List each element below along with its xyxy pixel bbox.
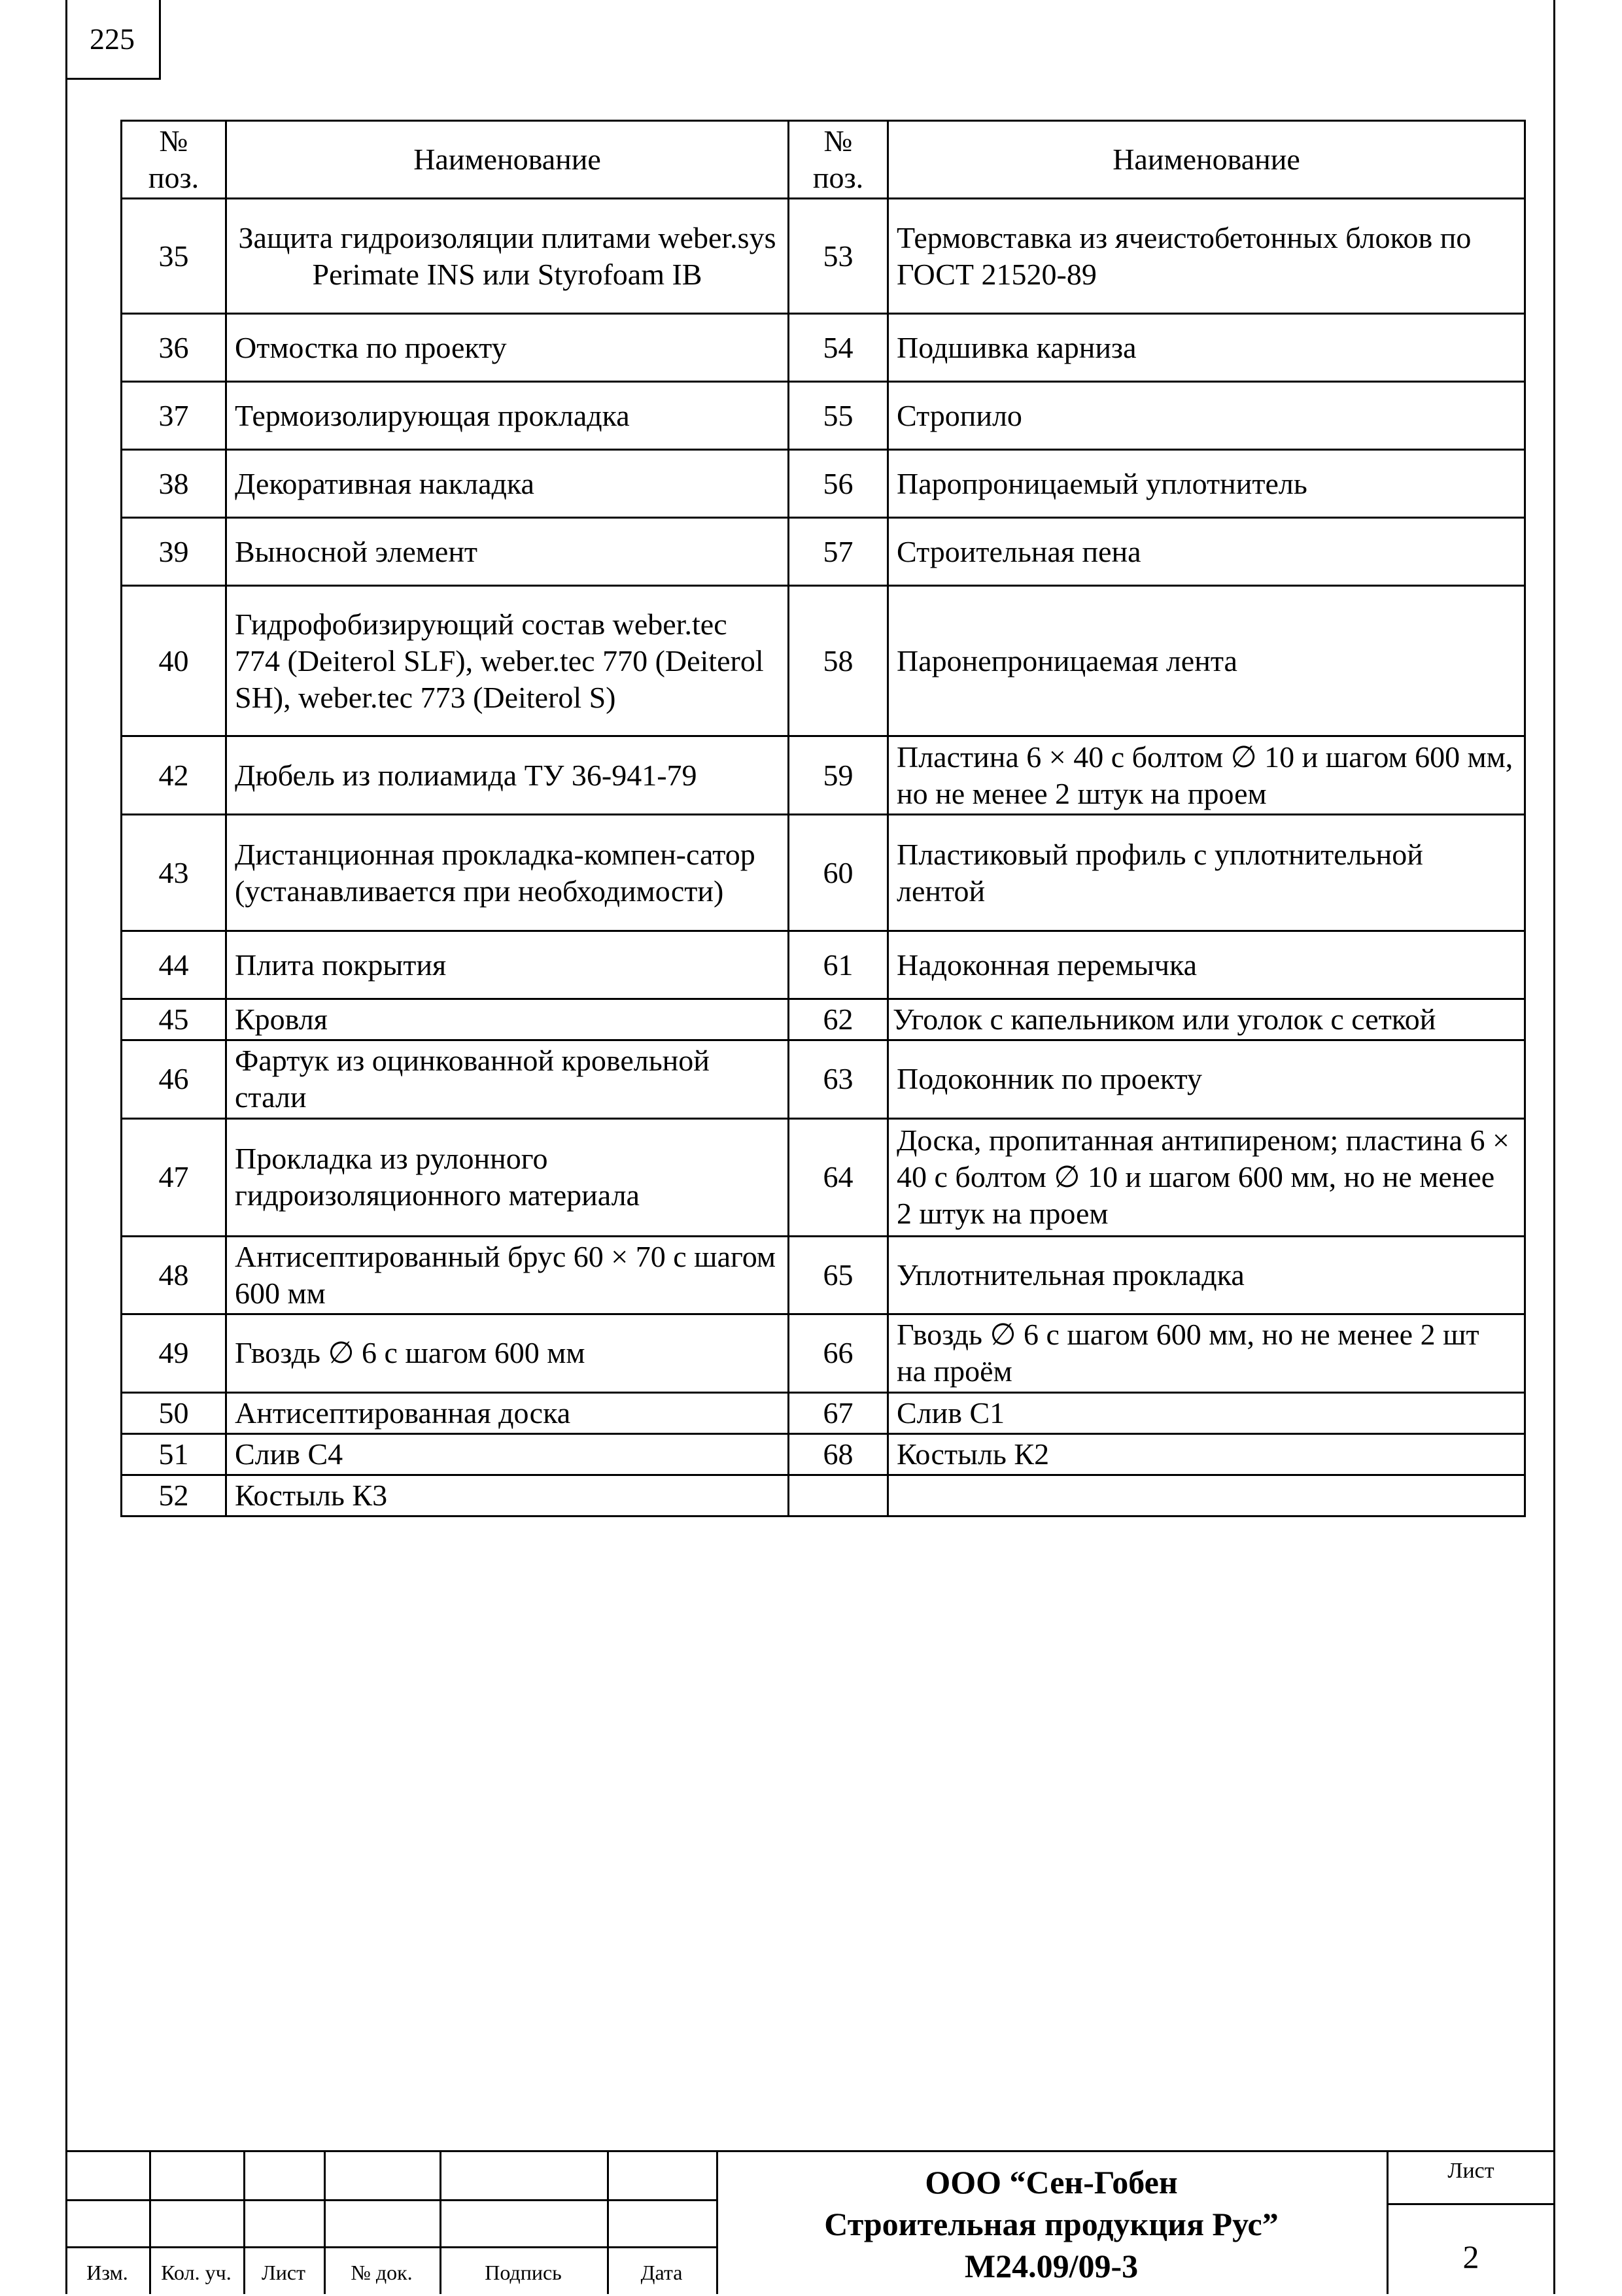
table-row xyxy=(122,1433,1525,1475)
table-row xyxy=(122,815,1525,931)
left-name: Дистанционная прокладка-компен-сатор (устанавливается при необходимости) xyxy=(226,815,789,931)
right-name: Термовставка из ячеистобетонных блоков по ГОСТ 21520-89 xyxy=(888,199,1525,314)
tb-row-line xyxy=(1387,2203,1555,2205)
header-left-num: № поз. xyxy=(122,121,226,199)
label-list: Лист xyxy=(261,2261,305,2284)
right-num: 55 xyxy=(789,382,888,450)
header-left-name: Наименование xyxy=(226,121,789,199)
right-name: Строительная пена xyxy=(888,518,1525,586)
left-name: Выносной элемент xyxy=(226,518,789,586)
org-line-1: ООО “Сен-Гобен xyxy=(925,2164,1178,2201)
tb-row-line xyxy=(65,2246,716,2248)
table-row xyxy=(122,1118,1525,1236)
right-name: Пластиковый профиль с уплотнительной лентой xyxy=(888,815,1525,931)
table-row xyxy=(122,1236,1525,1314)
right-num: 53 xyxy=(789,199,888,314)
left-name: Костыль К3 xyxy=(226,1475,789,1516)
left-name: Защита гидроизоляции плитами weber.sys Perimate INS или Styrofoam IB xyxy=(226,199,789,314)
right-name: Подшивка карниза xyxy=(888,314,1525,382)
table-header-row xyxy=(122,121,1525,199)
table-row xyxy=(122,518,1525,586)
right-num: 58 xyxy=(789,586,888,736)
label-izm: Изм. xyxy=(86,2261,128,2284)
right-num: 62 xyxy=(789,999,888,1040)
left-name: Отмостка по проекту xyxy=(226,314,789,382)
left-num: 52 xyxy=(122,1475,226,1516)
right-name: Подоконник по проекту xyxy=(888,1040,1525,1118)
org-line-2: Строительная продукция Рус” xyxy=(824,2206,1279,2242)
right-name: Стропило xyxy=(888,382,1525,450)
label-doc-number: № док. xyxy=(351,2261,413,2284)
left-name: Термоизолирующая прокладка xyxy=(226,382,789,450)
document-code: М24.09/09-3 xyxy=(964,2248,1139,2284)
left-num: 51 xyxy=(122,1433,226,1475)
left-num: 35 xyxy=(122,199,226,314)
left-num: 40 xyxy=(122,586,226,736)
header-right-num: № поз. xyxy=(789,121,888,199)
right-name: Паронепроницаемая лента xyxy=(888,586,1525,736)
organization-block xyxy=(716,2152,1387,2296)
label-signature: Подпись xyxy=(485,2261,562,2284)
right-num xyxy=(789,1475,888,1516)
right-num: 64 xyxy=(789,1118,888,1236)
left-num: 37 xyxy=(122,382,226,450)
sheet-label: Лист xyxy=(1447,2159,1494,2183)
right-name: Надоконная перемычка xyxy=(888,931,1525,999)
tb-row-line xyxy=(65,2199,716,2201)
right-name: Костыль К2 xyxy=(888,1433,1525,1475)
right-num: 61 xyxy=(789,931,888,999)
left-num: 39 xyxy=(122,518,226,586)
table-row xyxy=(122,382,1525,450)
left-name: Гвоздь ∅ 6 с шагом 600 мм xyxy=(226,1314,789,1392)
header-right-name: Наименование xyxy=(888,121,1525,199)
left-name: Кровля xyxy=(226,999,789,1040)
right-num: 63 xyxy=(789,1040,888,1118)
title-block xyxy=(65,2150,1555,2294)
specification-table xyxy=(120,120,1526,1517)
right-name: Уплотнительная прокладка xyxy=(888,1236,1525,1314)
left-num: 38 xyxy=(122,450,226,518)
table-row xyxy=(122,1475,1525,1516)
right-name xyxy=(888,1475,1525,1516)
right-num: 57 xyxy=(789,518,888,586)
table-row xyxy=(122,736,1525,815)
left-name: Плита покрытия xyxy=(226,931,789,999)
right-name: Пластина 6 × 40 с болтом ∅ 10 и шагом 600 мм, но не менее 2 штук на проем xyxy=(888,736,1525,815)
right-name: Паропроницаемый уплотнитель xyxy=(888,450,1525,518)
right-name: Доска, пропитанная антипиреном; пластина 6 × 40 с болтом ∅ 10 и шагом 600 мм, но не менее 2 штук на проем xyxy=(888,1118,1525,1236)
left-name: Антисептированный брус 60 × 70 с шагом 600 мм xyxy=(226,1236,789,1314)
right-num: 67 xyxy=(789,1392,888,1433)
right-num: 60 xyxy=(789,815,888,931)
left-num: 42 xyxy=(122,736,226,815)
table-row xyxy=(122,199,1525,314)
left-name: Антисептированная доска xyxy=(226,1392,789,1433)
left-name: Слив С4 xyxy=(226,1433,789,1475)
table-row xyxy=(122,586,1525,736)
sheet-value: 2 xyxy=(1462,2238,1479,2275)
right-num: 54 xyxy=(789,314,888,382)
label-date: Дата xyxy=(640,2261,683,2284)
right-num: 68 xyxy=(789,1433,888,1475)
right-num: 59 xyxy=(789,736,888,815)
page-number: 225 xyxy=(65,0,161,80)
left-num: 44 xyxy=(122,931,226,999)
right-name: Слив С1 xyxy=(888,1392,1525,1433)
table-row xyxy=(122,999,1525,1040)
left-num: 36 xyxy=(122,314,226,382)
table-row xyxy=(122,314,1525,382)
table-row xyxy=(122,1314,1525,1392)
right-name: Уголок с капельником или уголок с сеткой xyxy=(888,999,1525,1040)
left-num: 47 xyxy=(122,1118,226,1236)
left-name: Фартук из оцинкованной кровельной стали xyxy=(226,1040,789,1118)
table-row xyxy=(122,450,1525,518)
left-num: 43 xyxy=(122,815,226,931)
left-num: 45 xyxy=(122,999,226,1040)
table-row xyxy=(122,1040,1525,1118)
left-name: Гидрофобизирующий состав weber.tec 774 (Deiterol SLF), weber.tec 770 (Deiterol SH), weber.tec 773 (Deiterol S) xyxy=(226,586,789,736)
right-num: 65 xyxy=(789,1236,888,1314)
left-name: Прокладка из рулонного гидроизоляционного материала xyxy=(226,1118,789,1236)
label-kol-uch: Кол. уч. xyxy=(161,2261,232,2284)
left-num: 49 xyxy=(122,1314,226,1392)
table-row xyxy=(122,1392,1525,1433)
left-num: 46 xyxy=(122,1040,226,1118)
right-num: 56 xyxy=(789,450,888,518)
table-row xyxy=(122,931,1525,999)
left-num: 50 xyxy=(122,1392,226,1433)
left-name: Дюбель из полиамида ТУ 36-941-79 xyxy=(226,736,789,815)
right-name: Гвоздь ∅ 6 с шагом 600 мм, но не менее 2 шт на проём xyxy=(888,1314,1525,1392)
right-num: 66 xyxy=(789,1314,888,1392)
left-name: Декоративная накладка xyxy=(226,450,789,518)
left-num: 48 xyxy=(122,1236,226,1314)
